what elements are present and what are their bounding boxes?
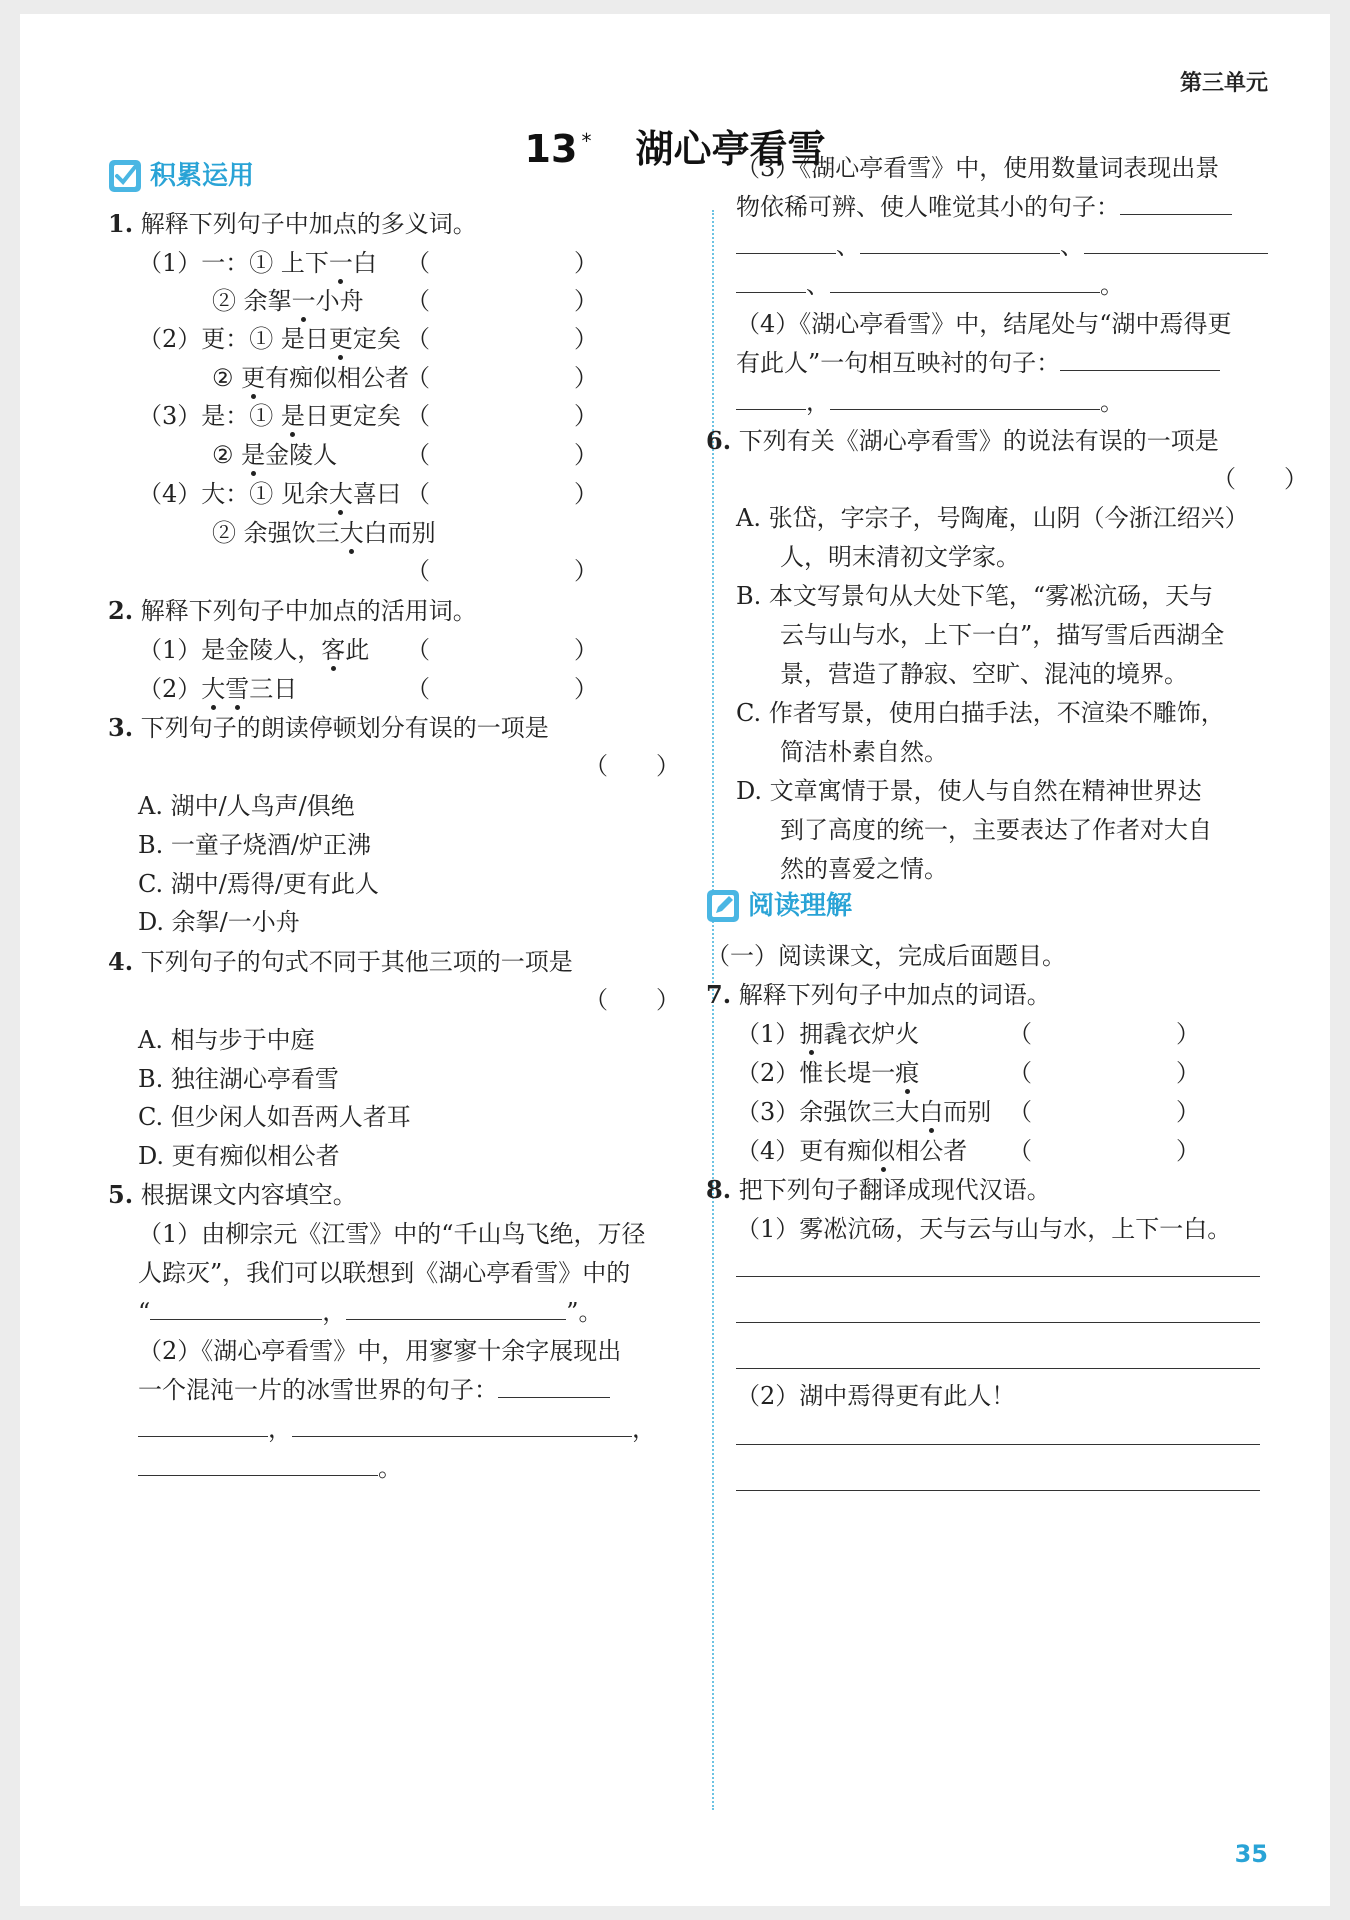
answer-blank[interactable] (860, 235, 1060, 254)
answer-paren[interactable]: （ ） (406, 364, 598, 392)
answer-blank[interactable] (1120, 196, 1232, 215)
section-accumulate (108, 159, 254, 193)
answer-line[interactable] (736, 1490, 1260, 1491)
q7-item-4: （4）更有痴似相公者 (736, 1137, 968, 1165)
option[interactable]: D. 更有痴似相公者 (138, 1142, 340, 1170)
option-cont: 人，明末清初文学家。 (780, 543, 1020, 571)
question-number: 6. (706, 426, 732, 455)
q1-item-4: ② 更有痴似相公者 (212, 364, 410, 392)
question-5 (108, 1180, 357, 1209)
answer-blank[interactable] (150, 1301, 322, 1320)
option[interactable]: A. 相与步于中庭 (138, 1026, 315, 1054)
answer-paren[interactable]: （ ） (1008, 1137, 1200, 1165)
question-stem: 解释下列句子中加点的词语。 (738, 981, 1051, 1009)
question-6 (706, 426, 1219, 455)
question-number: 4. (108, 947, 134, 976)
question-stem: 下列句子的句式不同于其他三项的一项是 (140, 948, 573, 976)
option-cont: 到了高度的统一，主要表达了作者对大自 (780, 816, 1212, 844)
section-reading (706, 889, 852, 923)
option[interactable]: A. 张岱，字宗子，号陶庵，山阴（今浙江绍兴） (736, 504, 1249, 532)
lesson-number: 13 (524, 127, 578, 171)
answer-paren[interactable]: （ ） (406, 557, 598, 585)
q7-item-2: （2）惟长堤一痕 (736, 1059, 920, 1087)
answer-blank[interactable] (138, 1418, 268, 1437)
question-stem: 根据课文内容填空。 (140, 1181, 357, 1209)
option[interactable]: D. 余挐/一小舟 (138, 908, 300, 936)
question-3 (108, 713, 549, 742)
question-number: 7. (706, 980, 732, 1009)
check-icon (108, 159, 142, 193)
question-stem: 解释下列句子中加点的活用词。 (140, 597, 477, 625)
q5-blank-line: 、 。 (736, 273, 1124, 297)
option[interactable]: C. 湖中/焉得/更有此人 (138, 870, 379, 898)
question-number: 8. (706, 1175, 732, 1204)
answer-blank[interactable] (736, 391, 806, 410)
question-stem: 把下列句子翻译成现代汉语。 (738, 1176, 1051, 1204)
q2-item-2: （2）大雪三日 (138, 675, 298, 703)
option-cont: 景，营造了静寂、空旷、混沌的境界。 (780, 660, 1188, 688)
answer-line[interactable] (736, 1322, 1260, 1323)
answer-line[interactable] (736, 1276, 1260, 1277)
answer-paren[interactable]: （ ） (584, 986, 680, 1014)
q8-sentence-1: （1）雾凇沆砀，天与云与山与水，上下一白。 (736, 1215, 1232, 1243)
answer-paren[interactable]: （ ） (406, 325, 598, 353)
section-title-accumulate: 积累运用 (150, 161, 255, 191)
q1-item-2: ② 余挐一小舟 (212, 287, 364, 315)
q5-text: 人踪灭”，我们可以联想到《湖心亭看雪》中的 (138, 1259, 631, 1287)
answer-paren[interactable]: （ ） (406, 675, 598, 703)
answer-blank[interactable] (736, 235, 836, 254)
page-number: 35 (1234, 1840, 1268, 1868)
question-number: 3. (108, 713, 134, 742)
option[interactable]: B. 本文写景句从大处下笔，“雾凇沆砀，天与 (736, 582, 1214, 610)
q5-blank-line: 。 (138, 1456, 402, 1480)
unit-label: 第三单元 (1179, 71, 1268, 96)
answer-paren[interactable]: （ ） (406, 480, 598, 508)
q1-item-8: ② 余强饮三大白而别 (212, 519, 436, 547)
q8-sentence-2: （2）湖中焉得更有此人！ (736, 1382, 1016, 1410)
q1-item-5: （3）是：① 是日更定矣 (138, 402, 401, 430)
q5-text: （1）由柳宗元《江雪》中的“千山鸟飞绝，万径 (138, 1220, 646, 1248)
answer-paren[interactable]: （ ） (406, 636, 598, 664)
answer-blank[interactable] (736, 274, 806, 293)
answer-blank[interactable] (292, 1418, 632, 1437)
answer-paren[interactable]: （ ） (406, 249, 598, 277)
q1-item-1: （1）一：① 上下一白 (138, 249, 377, 277)
part-heading: （一）阅读课文，完成后面题目。 (706, 942, 1066, 970)
answer-paren[interactable]: （ ） (1008, 1059, 1200, 1087)
q2-item-1: （1）是金陵人，客此 (138, 636, 370, 664)
question-stem: 下列句子的朗读停顿划分有误的一项是 (140, 714, 549, 742)
question-8 (706, 1175, 1051, 1204)
question-number: 1. (108, 209, 134, 238)
option[interactable]: C. 作者写景，使用白描手法，不渲染不雕饰， (736, 699, 1225, 727)
lesson-star: * (581, 129, 592, 154)
question-stem: 解释下列句子中加点的多义词。 (140, 210, 477, 238)
q5-text: （3）《湖心亭看雪》中，使用数量词表现出景 (736, 154, 1220, 182)
question-7 (706, 980, 1051, 1009)
option[interactable]: B. 一童子烧酒/炉正沸 (138, 831, 371, 859)
answer-blank[interactable] (830, 391, 1100, 410)
question-4 (108, 947, 573, 976)
q5-text: 一个混沌一片的冰雪世界的句子： (138, 1378, 610, 1402)
answer-blank[interactable] (1084, 235, 1268, 254)
q7-item-3: （3）余强饮三大白而别 (736, 1098, 992, 1126)
answer-paren[interactable]: （ ） (406, 441, 598, 469)
q1-item-6: ② 是金陵人 (212, 441, 338, 469)
q5-text: 物依稀可辨、使人唯觉其小的句子： (736, 195, 1232, 219)
answer-blank[interactable] (346, 1301, 566, 1320)
question-number: 2. (108, 596, 134, 625)
option-cont: 然的喜爱之情。 (780, 855, 948, 883)
option[interactable]: A. 湖中/人鸟声/俱绝 (138, 792, 355, 820)
pencil-icon (706, 889, 740, 923)
answer-paren[interactable]: （ ） (1212, 465, 1308, 493)
answer-blank[interactable] (1060, 352, 1220, 371)
option[interactable]: D. 文章寓情于景，使人与自然在精神世界达 (736, 777, 1202, 805)
question-1 (108, 209, 477, 238)
q1-item-3: （2）更：① 是日更定矣 (138, 325, 401, 353)
question-stem: 下列有关《湖心亭看雪》的说法有误的一项是 (738, 427, 1219, 455)
option[interactable]: C. 但少闲人如吾两人者耳 (138, 1103, 411, 1131)
answer-line[interactable] (736, 1368, 1260, 1369)
answer-paren[interactable]: （ ） (1008, 1098, 1200, 1126)
option[interactable]: B. 独往湖心亭看雪 (138, 1065, 339, 1093)
q5-blank-line: 、 、 (736, 234, 1268, 258)
option-cont: 简洁朴素自然。 (780, 738, 948, 766)
section-title-reading: 阅读理解 (748, 891, 853, 921)
q5-blank-line: ， 。 (736, 390, 1124, 414)
q5-text: （2）《湖心亭看雪》中，用寥寥十余字展现出 (138, 1337, 622, 1365)
answer-paren[interactable]: （ ） (406, 402, 598, 430)
answer-blank[interactable] (830, 274, 1100, 293)
answer-blank[interactable] (138, 1457, 378, 1476)
question-number: 5. (108, 1180, 134, 1209)
question-2 (108, 596, 477, 625)
q5-text: 有此人”一句相互映衬的句子： (736, 351, 1220, 375)
q5-blank-line: ， ， (138, 1417, 656, 1441)
answer-paren[interactable]: （ ） (406, 287, 598, 315)
option-cont: 云与山与水，上下一白”，描写雪后西湖全 (780, 621, 1225, 649)
answer-paren[interactable]: （ ） (1008, 1020, 1200, 1048)
q5-text: （4）《湖心亭看雪》中，结尾处与“湖中焉得更 (736, 310, 1232, 338)
answer-line[interactable] (736, 1444, 1260, 1445)
q7-item-1: （1）拥毳衣炉火 (736, 1020, 920, 1048)
answer-blank[interactable] (498, 1379, 610, 1398)
q5-blank-line: “ ， ”。 (138, 1298, 603, 1326)
answer-paren[interactable]: （ ） (584, 752, 680, 780)
worksheet-page (20, 14, 1330, 1906)
lesson-title-text: 湖心亭看雪 (635, 127, 826, 171)
q1-item-7: （4）大：① 见余大喜曰 (138, 480, 401, 508)
